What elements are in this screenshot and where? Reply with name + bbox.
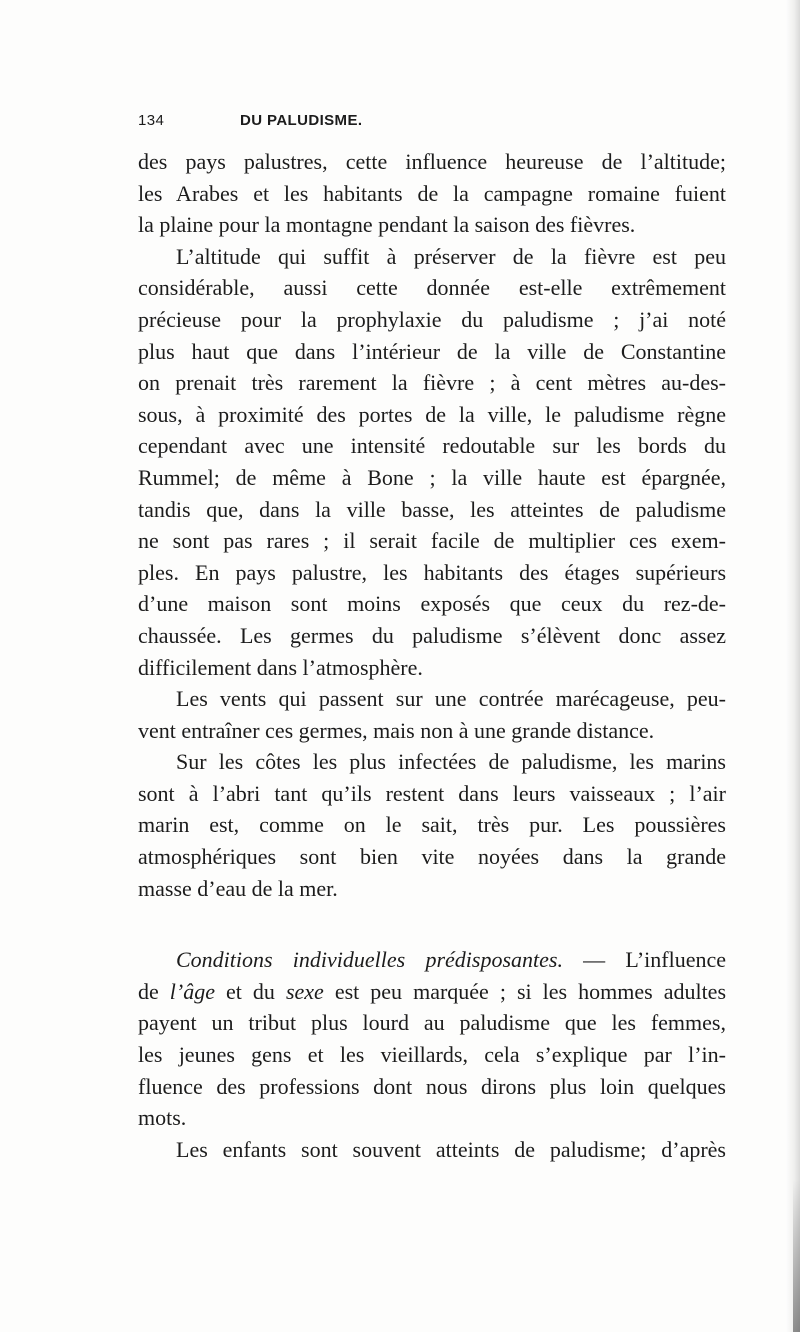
text-line: Les vents qui passent sur une contrée marécageuse, peu- [176, 686, 726, 712]
text-line: précieuse pour la prophylaxie du paludisme ; j’ai noté [138, 306, 726, 332]
text-run: et du [215, 978, 286, 1004]
text-line: considérable, aussi cette donnée est-elle extrêmement [138, 275, 726, 301]
page-number: 134 [138, 112, 165, 129]
text-line: la plaine pour la montagne pendant la saison des fièvres. [138, 212, 636, 238]
text-run: de [138, 978, 170, 1004]
text-run: — L’influence [562, 947, 726, 973]
text-line: d’une maison sont moins exposés que ceux du rez-de- [138, 591, 726, 617]
text-line: fluence des professions dont nous dirons plus loin quelques [138, 1073, 726, 1099]
emphasis-sexe: sexe [285, 978, 324, 1004]
text-line: ples. En pays palustre, les habitants des étages supérieurs [138, 559, 726, 585]
text-line: sont à l’abri tant qu’ils restent dans leurs vaisseaux ; l’air [138, 780, 726, 806]
text-line: difficilement dans l’atmosphère. [138, 654, 423, 680]
text-line: des pays palustres, cette influence heureuse de l’altitude; [138, 149, 726, 174]
text-line: plus haut que dans l’intérieur de la ville de Constantine [138, 338, 726, 364]
text-line: marin est, comme on le sait, très pur. Les poussières [138, 812, 726, 838]
running-head [138, 112, 726, 136]
text-line: sous, à proximité des portes de la ville, le paludisme règne [138, 401, 726, 427]
emphasis-age: l’âge [169, 978, 215, 1004]
text-line: mots. [138, 1105, 187, 1131]
section-heading: Conditions individuelles prédisposantes. [176, 947, 563, 973]
section-gap [138, 904, 726, 944]
text-line: vent entraîner ces germes, mais non à une grande distance. [138, 717, 655, 743]
text-line [138, 976, 726, 1008]
text-line: masse d’eau de la mer. [138, 875, 338, 901]
text-line: ne sont pas rares ; il serait facile de multiplier ces exem- [138, 528, 726, 554]
text-line: Les enfants sont souvent atteints de paludisme; d’après [176, 1136, 726, 1162]
text-line: atmosphériques sont bien vite noyées dans la grande [138, 844, 726, 870]
text-line: tandis que, dans la ville basse, les atteintes de paludisme [138, 496, 726, 522]
text-line: on prenait très rarement la fièvre ; à cent mètres au-des- [138, 370, 726, 396]
text-line: cependant avec une intensité redoutable sur les bords du [138, 433, 726, 459]
text-line: chaussée. Les germes du paludisme s’élèvent donc assez [138, 622, 726, 648]
text-run: est peu marquée ; si les hommes adultes [323, 978, 727, 1004]
running-title: DU PALUDISME. [240, 112, 363, 129]
text-line: L’altitude qui suffit à préserver de la fièvre est peu [176, 243, 726, 269]
section-heading-line [138, 944, 726, 976]
page-edge-dark [793, 1180, 800, 1332]
text-line: les Arabes et les habitants de la campagne romaine fuient [138, 180, 726, 206]
text-line: Sur les côtes les plus infectées de paludisme, les marins [176, 749, 726, 775]
text-line: Rummel; de même à Bone ; la ville haute est épargnée, [138, 464, 726, 490]
page-edge-shadow [786, 0, 800, 1332]
body-text [138, 146, 726, 1165]
text-line: payent un tribut plus lourd au paludisme que les femmes, [138, 1010, 726, 1036]
text-line: les jeunes gens et les vieillards, cela s’explique par l’in- [138, 1042, 726, 1068]
